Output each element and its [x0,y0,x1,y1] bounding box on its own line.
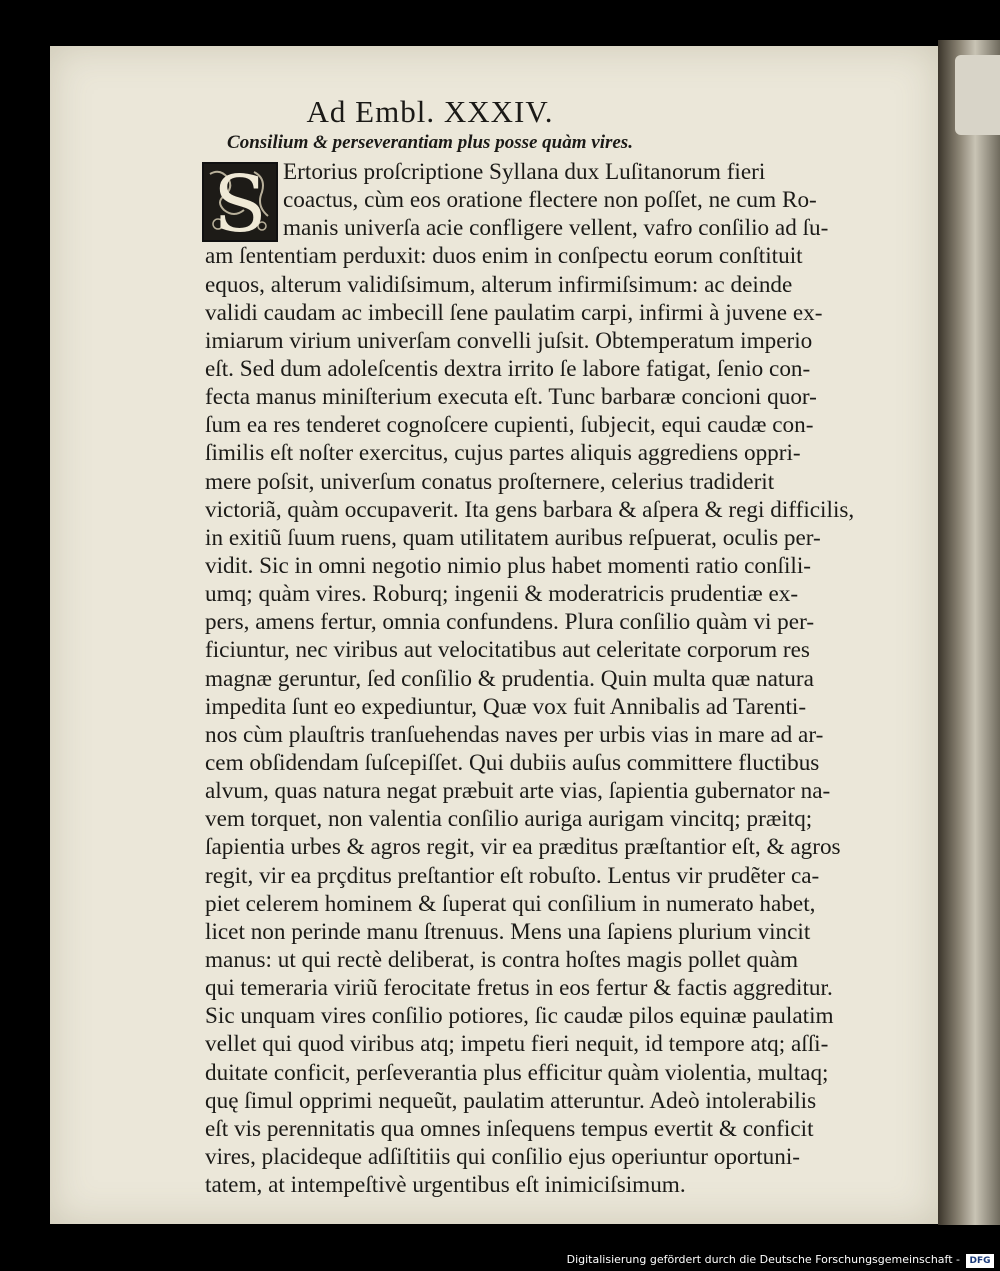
text-line: pers, amens fertur, omnia confundens. Plura conſilio quàm vi per- [205,609,815,636]
text-line: imiarum virium univerſam convelli juſsit. Obtemperatum imperio [205,327,813,354]
text-line: ſapientia urbes & agros regit, vir ea præditus præſtantior eſt, & agros [205,834,841,861]
funding-credit: Digitalisierung gefördert durch die Deutsche Forschungsgemeinschaft - [566,1253,960,1266]
text-line: regit, vir ea prçditus preſtantior eſt robuſto. Lentus vir prudẽter ca- [205,862,820,889]
text-line: ſimilis eſt noſter exercitus, cujus partes aliquis aggrediens oppri- [205,440,801,467]
text-line: umq; quàm vires. Roburq; ingenii & moderatricis prudentiæ ex- [205,581,799,608]
text-line: tatem, at intempeſtivè urgentibus eſt inimiciſsimum. [205,1172,686,1199]
text-line: qui temeraria viriũ ferocitate fretus in eos fertur & factis aggreditur. [205,975,833,1002]
text-line: cem obſidendam ſuſcepiſſet. Qui dubiis auſus committere fluctibus [205,749,820,776]
text-line: equos, alterum validiſsimum, alterum infirmiſsimum: ac deinde [205,271,793,298]
text-line: vellet qui quod viribus atq; impetu fieri nequit, id tempore atq; aſſi- [205,1031,829,1058]
text-line: manis univerſa acie confligere vellent, vafro conſilio ad ſu- [283,215,829,242]
text-line: licet non perinde manu ſtrenuus. Mens una ſapiens plurium vincit [205,918,811,945]
text-line: duitate conficit, perſeverantia plus efficitur quàm violentia, multaq; [205,1059,829,1086]
text-line: fecta manus miniſterium executa eſt. Tunc barbaræ concioni quor- [205,384,817,411]
text-line: eſt. Sed dum adoleſcentis dextra irrito ſe labore fatigat, ſenio con- [205,355,811,382]
text-line: Sic unquam vires conſilio potiores, ſic caudæ pilos equinæ paulatim [205,1003,834,1030]
text-line: Ertorius proſcriptione Syllana dux Luſitanorum fieri [283,159,766,185]
text-line: piet celerem hominem & ſuperat qui conſilium in numerato habet, [205,890,816,917]
emblem-heading: Ad Embl. XXXIV. [306,94,554,129]
emblem-motto: Consilium & perseverantiam plus posse quàm vires. [227,132,633,153]
text-line: ficiuntur, nec viribus aut velocitatibus aut celeritate corporum res [205,637,810,664]
text-line: alvum, quas natura negat præbuit arte vias, ſapientia gubernator na- [205,778,831,805]
text-line: manus: ut qui rectè deliberat, is contra hoſtes magis pollet quàm [205,946,799,973]
dfg-logo-icon: DFG [966,1254,994,1268]
text-line: magnæ geruntur, ſed conſilio & prudentia. Quin multa quæ natura [205,665,814,692]
body-text [205,158,925,1199]
page-tab [955,55,1000,135]
text-line: impedita ſunt eo expediuntur, Quæ vox fuit Annibalis ad Tarenti- [205,693,807,720]
text-line: vidit. Sic in omni negotio nimio plus habet momenti ratio conſili- [205,552,812,579]
text-line: vem torquet, non valentia conſilio auriga aurigam vincitq; præitq; [205,806,813,833]
text-line: ſum ea res tenderet cognoſcere cupienti, ſubjecit, equi caudæ con- [205,412,814,439]
text-line: nos cùm plauſtris tranſuehendas naves per urbis vias in mare ad ar- [205,721,824,748]
text-line: coactus, cùm eos oratione flectere non poſſet, ne cum Ro- [283,187,817,214]
footer-bar [0,1252,1000,1271]
text-line: am ſententiam perduxit: duos enim in conſpectu eorum conſtituit [205,243,803,270]
book-page [50,46,938,1224]
text-line: eſt vis perennitatis qua omnes inſequens tempus evertit & conficit [205,1115,814,1142]
text-line: vires, placideque adſiſtitiis qui conſilio ejus operiuntur oportuni- [205,1143,801,1170]
text-line: in exitiũ ſuum ruens, quam utilitatem auribus reſpuerat, oculis per- [205,524,821,551]
text-line: mere poſsit, univerſum conatus proſternere, celerius tradiderit [205,468,775,495]
text-line: validi caudam ac imbecill ſene paulatim carpi, infirmi à juvene ex- [205,299,823,326]
text-line: victoriã, quàm occupaverit. Ita gens barbara & aſpera & regi difficilis, [205,496,855,523]
text-line: quę ſimul opprimi nequeũt, paulatim atteruntur. Adeò intolerabilis [205,1087,817,1114]
book-spine [938,40,1000,1225]
initial-letter: S [213,160,267,250]
